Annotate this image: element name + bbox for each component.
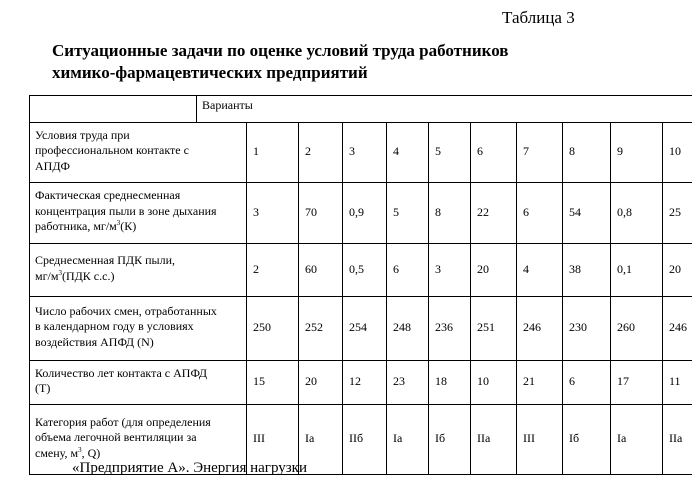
table-cell: III: [523, 431, 535, 445]
table-cell: 21: [523, 374, 535, 388]
table-cell: 230: [569, 320, 587, 334]
table-cell: Iб: [435, 431, 446, 445]
table-cell: 246: [669, 320, 687, 334]
table-cell: Iб: [569, 431, 580, 445]
row-label-line: работника, $мг/м^3(К)$: [35, 219, 137, 234]
table-cell: 2: [305, 144, 311, 158]
row-label-line: (Т): [35, 381, 51, 395]
row-label-line: воздействия АПФД (N): [35, 334, 154, 349]
table-cell: 2: [253, 261, 259, 276]
table-cell: 70: [305, 204, 317, 219]
table-rule: [562, 122, 563, 474]
table-cell: 236: [435, 320, 453, 334]
table-cell: 12: [349, 374, 361, 388]
table-cell: IIа: [669, 431, 683, 445]
table-cell: 9: [617, 144, 623, 158]
row-label-line: смену, $м^3$, Q): [35, 445, 101, 460]
table-cell: 22: [477, 204, 489, 219]
table-cell: 20: [669, 261, 681, 276]
table-cell: 3: [435, 261, 441, 276]
table-rule: [29, 360, 692, 361]
table-cell: 0,5: [349, 261, 364, 276]
table-cell: 60: [305, 261, 317, 276]
table-cell: 5: [435, 144, 441, 158]
table-cell: 20: [477, 261, 489, 276]
table-rule: [246, 122, 247, 474]
row-label-line: Категория работ (для определения: [35, 414, 211, 429]
table-cell: Iа: [305, 431, 315, 445]
table-cell: 4: [393, 144, 399, 158]
table-cell: 0,8: [617, 204, 632, 219]
table-cell: 23: [393, 374, 405, 388]
table-cell: Iа: [617, 431, 627, 445]
table-rule: [470, 122, 471, 474]
table-cell: 251: [477, 320, 495, 334]
table-cell: 7: [523, 144, 529, 158]
table-cell: 252: [305, 320, 323, 334]
variants-header: Варианты: [202, 98, 253, 112]
table-cell: 6: [569, 374, 575, 388]
table-cell: 6: [477, 144, 483, 158]
bottom-text: «Предприятие А». Энергия нагрузки: [72, 460, 307, 476]
table-rule: [29, 122, 692, 123]
table-cell: 6: [393, 261, 399, 276]
row-label-line: концентрация пыли в зоне дыхания: [35, 203, 217, 218]
table-cell: 5: [393, 204, 399, 219]
row-label-line: Количество лет контакта с АПФД: [35, 365, 208, 380]
row-label-line: Условия труда при: [35, 127, 130, 142]
table-rule: [29, 296, 692, 297]
table-rule: [29, 95, 30, 474]
table-cell: 10: [669, 144, 681, 158]
row-label-line: Число рабочих смен, отработанных: [35, 303, 217, 318]
row-label-line: в календарном году в условиях: [35, 319, 194, 334]
table-cell: 10: [477, 374, 489, 388]
table-cell: IIб: [349, 431, 364, 445]
row-label-line: профессиональном контакте с: [35, 143, 189, 158]
row-label-line: объема легочной вентиляции за: [35, 430, 197, 445]
table-cell: 6: [523, 204, 529, 219]
table-rule: [196, 95, 197, 122]
title-line-1: Ситуационные задачи по оценке условий труда работников: [52, 41, 509, 60]
table-cell: 11: [669, 374, 681, 388]
table-rule: [29, 243, 692, 244]
table-cell: 3: [253, 204, 259, 219]
table-rule: [298, 122, 299, 474]
table-cell: 250: [253, 320, 271, 334]
table-rule: [610, 122, 611, 474]
row-label-line: Среднесменная ПДК пыли,: [35, 253, 176, 267]
table-cell: IIа: [477, 431, 491, 445]
table-cell: 246: [523, 320, 541, 334]
table-rule: [29, 95, 692, 96]
table-cell: 38: [569, 261, 581, 276]
table-cell: 254: [349, 320, 367, 334]
table-cell: 8: [435, 204, 441, 219]
row-label-line: Фактическая среднесменная: [35, 188, 181, 203]
table-cell: 260: [617, 320, 635, 334]
table-cell: 20: [305, 374, 317, 388]
table-cell: 4: [523, 261, 529, 276]
table-cell: 8: [569, 144, 575, 158]
table-cell: 15: [253, 374, 265, 388]
table-rule: [428, 122, 429, 474]
table-cell: 248: [393, 320, 411, 334]
table-cell: 18: [435, 374, 447, 388]
table-rule: [29, 182, 692, 183]
table-rule: [386, 122, 387, 474]
table-cell: 0,1: [617, 261, 632, 276]
table-cell: III: [253, 431, 265, 445]
title-line-2: химико-фармацевтических предприятий: [52, 63, 368, 82]
table-cell: 17: [617, 374, 629, 388]
table-rule: [662, 122, 663, 474]
table-cell: 1: [253, 144, 259, 158]
table-rule: [29, 404, 692, 405]
table-cell: 54: [569, 204, 581, 219]
table-cell: Iа: [393, 431, 403, 445]
table-rule: [516, 122, 517, 474]
table-number: Таблица 3: [502, 8, 575, 27]
row-label-line: $мг/м^3(ПДК$ с.с.): [35, 268, 115, 283]
table-rule: [342, 122, 343, 474]
row-label-line: АПДФ: [35, 158, 70, 173]
table-cell: 0,9: [349, 204, 364, 219]
table-cell: 3: [349, 144, 355, 158]
table-cell: 25: [669, 204, 681, 219]
